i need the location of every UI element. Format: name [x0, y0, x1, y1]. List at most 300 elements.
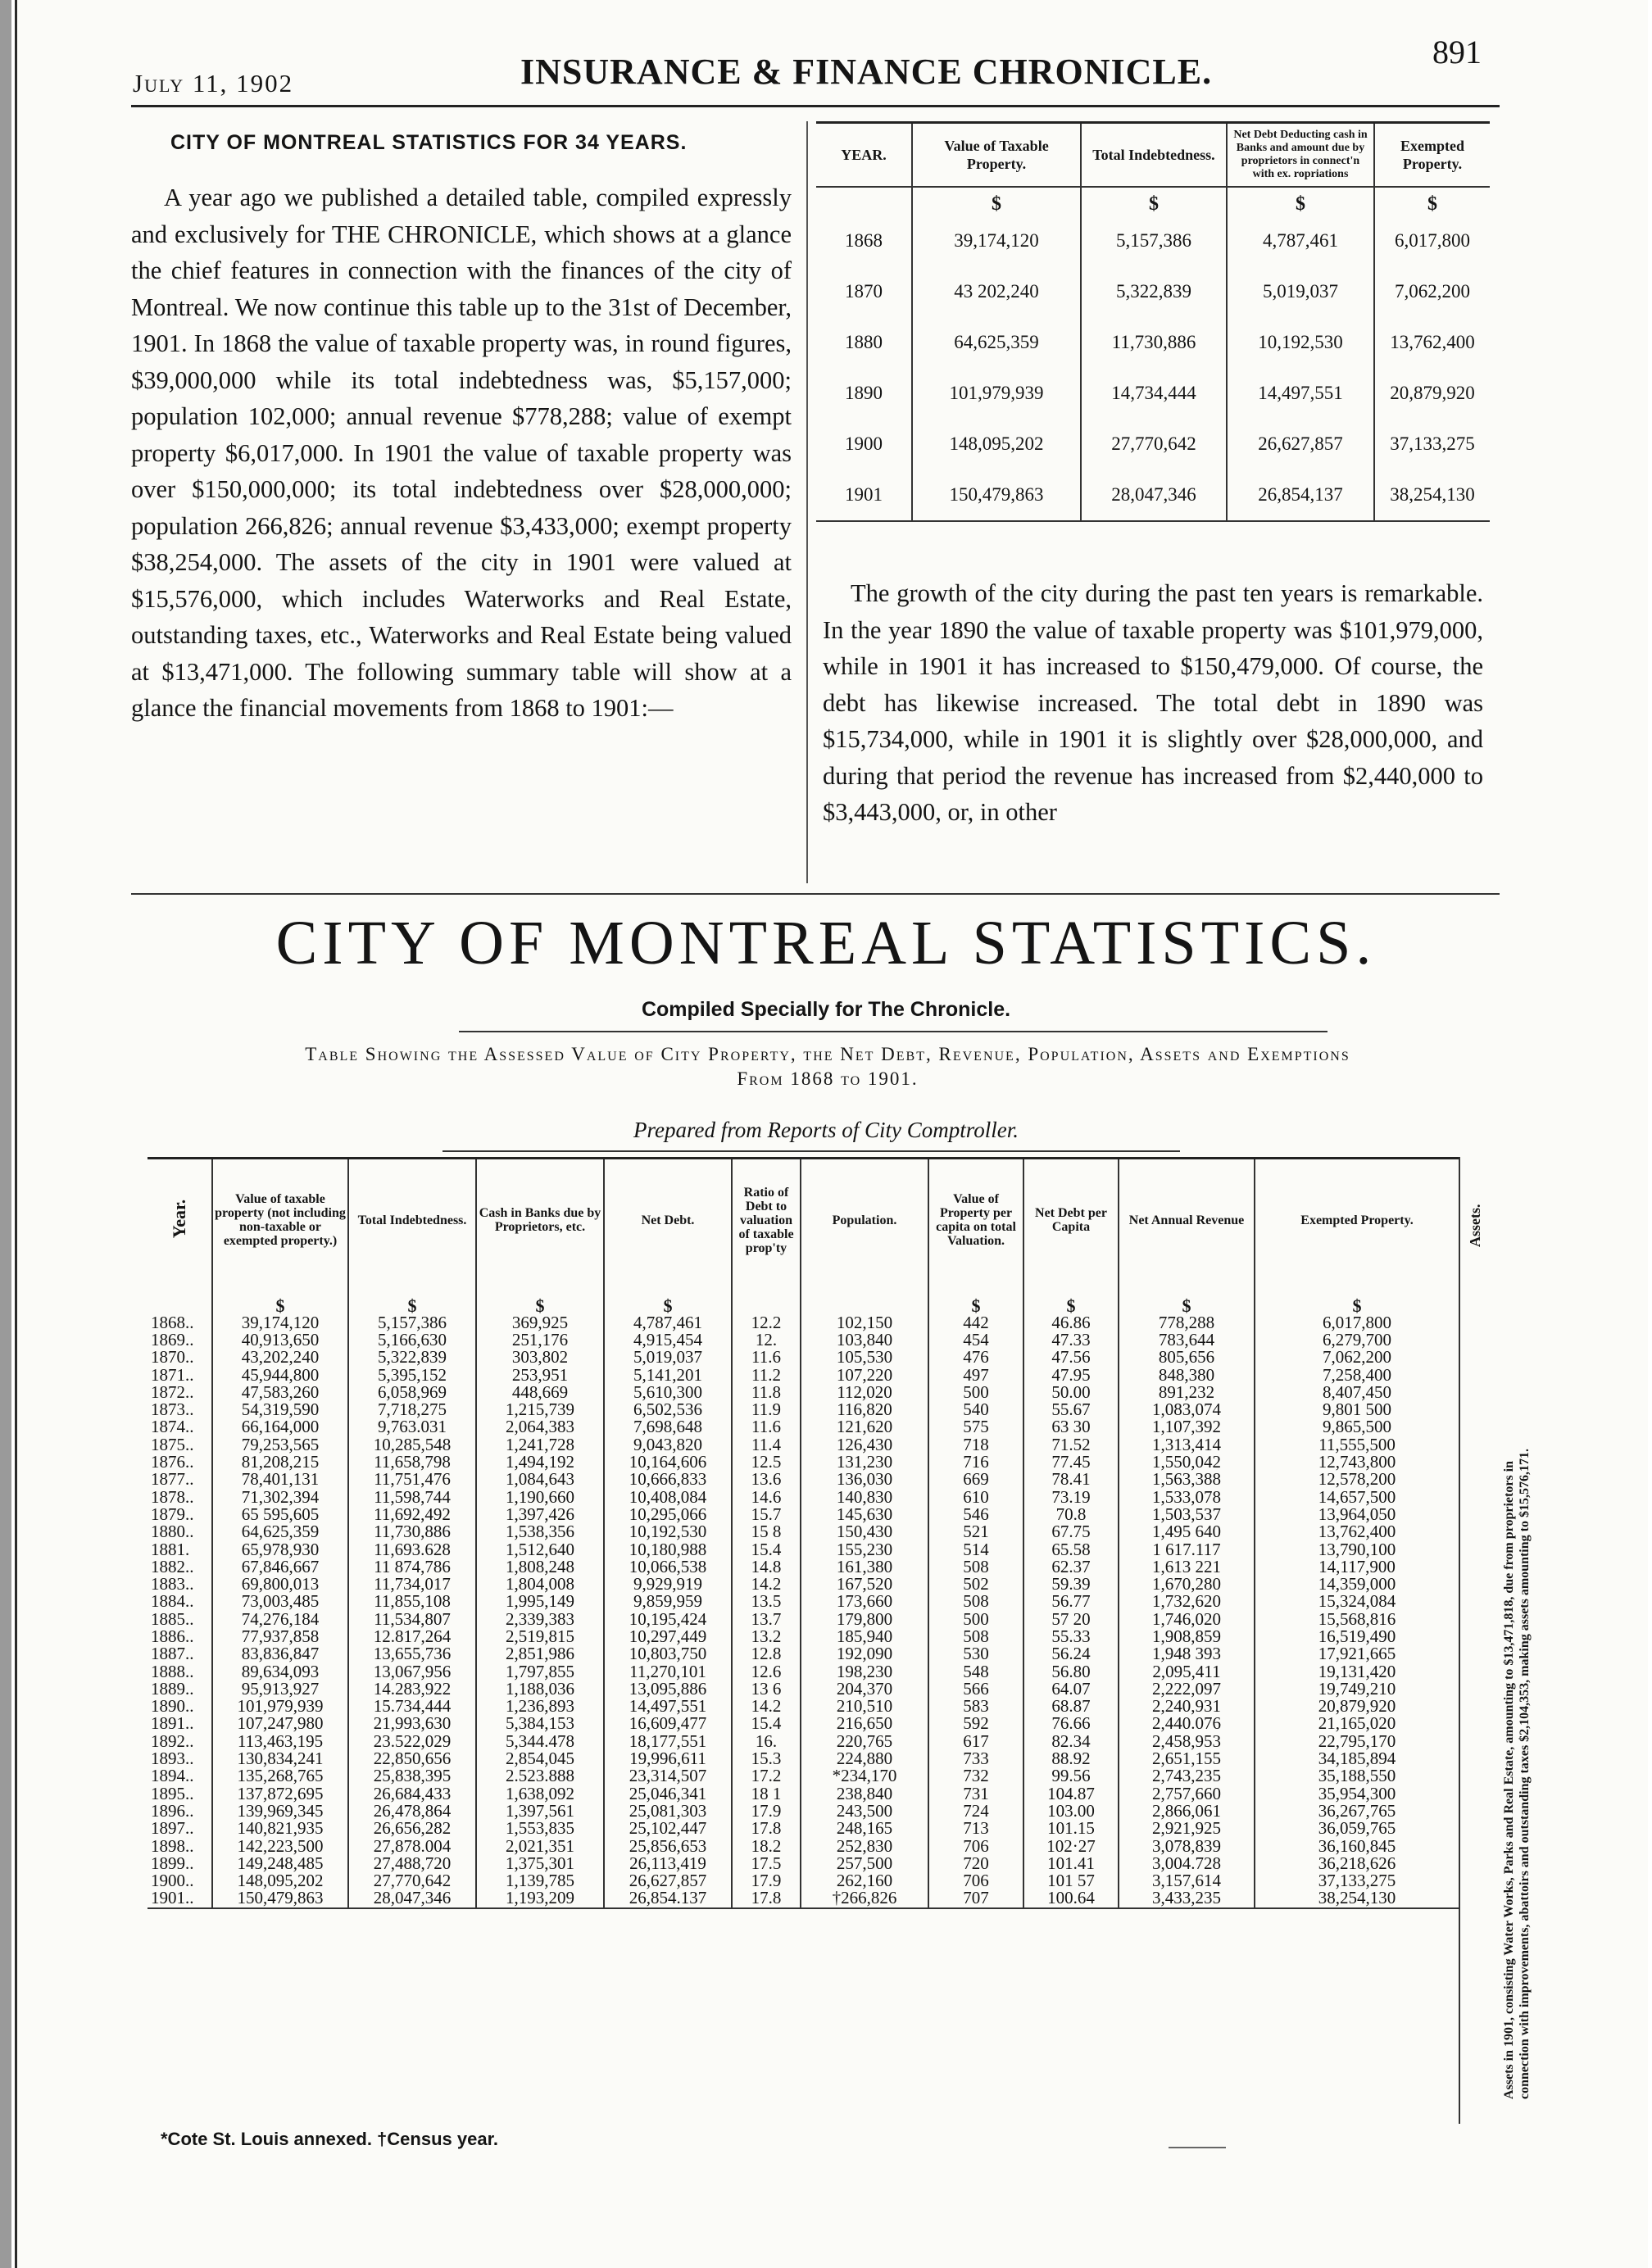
main-subtitle: Compiled Specially for The Chronicle. — [641, 998, 1011, 1021]
header-ratio: Ratio of Debt to valuation of taxable prop'ty — [732, 1159, 801, 1281]
cell-ratio: 12.5 — [732, 1454, 801, 1471]
cell-ndpc: 62.37 — [1023, 1558, 1119, 1576]
cell-value: 148,095,202 — [212, 1872, 348, 1889]
cell-pop: 220,765 — [801, 1733, 928, 1750]
cell-net: 5,019,037 — [604, 1349, 732, 1366]
cell-vpc: 508 — [928, 1558, 1023, 1576]
cell-net: 10,408,084 — [604, 1488, 732, 1505]
cell-net: 10,297,449 — [604, 1628, 732, 1645]
cell-year: 1886.. — [148, 1628, 212, 1645]
cell-rev: 1,107,392 — [1119, 1418, 1255, 1436]
cell-value: 74,276,184 — [212, 1611, 348, 1628]
cell-net: 26,854.137 — [604, 1889, 732, 1907]
dollar-sign: $ — [348, 1281, 476, 1314]
cell-rev: 1,732,620 — [1119, 1593, 1255, 1610]
table-row — [148, 1488, 1459, 1505]
cell-net: 10,666,833 — [604, 1471, 732, 1488]
cell-rev: 2,651,155 — [1119, 1750, 1255, 1767]
cell-ratio: 17.9 — [732, 1803, 801, 1820]
cell-total: 26,656,282 — [348, 1820, 476, 1837]
cell-ndpc: 55.33 — [1023, 1628, 1119, 1645]
summary-cell-value: 150,479,863 — [912, 469, 1081, 521]
cell-ratio: 14.6 — [732, 1488, 801, 1505]
cell-total: 11,658,798 — [348, 1454, 476, 1471]
cell-value: 40,913,650 — [212, 1331, 348, 1349]
cell-year: 1871.. — [148, 1366, 212, 1383]
cell-ratio: 13.2 — [732, 1628, 801, 1645]
cell-year: 1888.. — [148, 1662, 212, 1680]
cell-year: 1869.. — [148, 1331, 212, 1349]
cell-ratio: 16. — [732, 1733, 801, 1750]
cell-ndpc: 65.58 — [1023, 1540, 1119, 1558]
cell-ratio: 12. — [732, 1331, 801, 1349]
cell-rev: 3,433,235 — [1119, 1889, 1255, 1907]
cell-pop: 204,370 — [801, 1681, 928, 1698]
cell-value: 65 595,605 — [212, 1506, 348, 1523]
article-left-column — [131, 131, 792, 727]
cell-cash: 1,804,008 — [476, 1576, 604, 1593]
cell-cash: 2,064,383 — [476, 1418, 604, 1436]
cell-pop: 252,830 — [801, 1837, 928, 1854]
cell-pop: 102,150 — [801, 1314, 928, 1331]
cell-vpc: 454 — [928, 1331, 1023, 1349]
header-revenue: Net Annual Revenue — [1119, 1159, 1255, 1281]
cell-total: 22,850,656 — [348, 1750, 476, 1767]
dollar-sign: $ — [928, 1281, 1023, 1314]
cell-exempt: 35,188,550 — [1318, 1766, 1396, 1786]
cell-net: 9,043,820 — [604, 1436, 732, 1454]
cell-pop: 192,090 — [801, 1645, 928, 1662]
cell-rev: 2,866,061 — [1119, 1803, 1255, 1820]
main-dollar-row — [148, 1281, 1459, 1314]
summary-cell-value: 64,625,359 — [912, 317, 1081, 368]
cell-pop: 131,230 — [801, 1454, 928, 1471]
cell-cash: 2,854,045 — [476, 1750, 604, 1767]
cell-vpc: 500 — [928, 1384, 1023, 1401]
table-row — [148, 1593, 1459, 1610]
cell-net: 16,609,477 — [604, 1715, 732, 1732]
table-row — [148, 1331, 1459, 1349]
cell-exempt: 16,519,490 — [1318, 1626, 1396, 1646]
cell-pop: 105,530 — [801, 1349, 928, 1366]
cell-vpc: 706 — [928, 1872, 1023, 1889]
cell-ratio: 11.6 — [732, 1349, 801, 1366]
section-rule — [131, 893, 1500, 895]
cell-value: 71,302,394 — [212, 1488, 348, 1505]
cell-value: 149,248,485 — [212, 1855, 348, 1872]
cell-pop: 167,520 — [801, 1576, 928, 1593]
cell-ndpc: 101.15 — [1023, 1820, 1119, 1837]
cell-ratio: 18.2 — [732, 1837, 801, 1854]
cell-vpc: 720 — [928, 1855, 1023, 1872]
cell-net: 25,102,447 — [604, 1820, 732, 1837]
cell-vpc: 500 — [928, 1611, 1023, 1628]
cell-ratio: 12.2 — [732, 1314, 801, 1331]
cell-year: 1901.. — [148, 1889, 212, 1907]
summary-cell-net: 26,854,137 — [1227, 469, 1374, 521]
cell-cash: 1,139,785 — [476, 1872, 604, 1889]
cell-year: 1868.. — [148, 1314, 212, 1331]
header-year-label: Year. — [169, 1200, 190, 1239]
cell-net: 4,787,461 — [604, 1314, 732, 1331]
table-row — [148, 1349, 1459, 1366]
cell-year: 1877.. — [148, 1471, 212, 1488]
cell-exempt: 13,964,050 — [1318, 1504, 1396, 1524]
cell-cash: 1,494,192 — [476, 1454, 604, 1471]
cell-net: 10,195,424 — [604, 1611, 732, 1628]
cell-ndpc: 70.8 — [1023, 1506, 1119, 1523]
cell-cash: 1,190,660 — [476, 1488, 604, 1505]
cell-exempt: 15,568,816 — [1318, 1608, 1396, 1629]
cell-total: 21,993,630 — [348, 1715, 476, 1732]
cell-exempt: 36,059,765 — [1318, 1818, 1396, 1839]
cell-rev: 848,380 — [1119, 1366, 1255, 1383]
cell-pop: 198,230 — [801, 1662, 928, 1680]
cell-vpc: 583 — [928, 1698, 1023, 1715]
cell-ratio: 13.5 — [732, 1593, 801, 1610]
cell-ndpc: 73.19 — [1023, 1488, 1119, 1505]
cell-cash: 1,188,036 — [476, 1681, 604, 1698]
cell-exempt: 12,578,200 — [1318, 1469, 1396, 1490]
cell-rev: 1,746,020 — [1119, 1611, 1255, 1628]
cell-total: 13,067,956 — [348, 1662, 476, 1680]
article-title: CITY OF MONTREAL STATISTICS FOR 34 YEARS. — [170, 131, 688, 154]
cell-exempt: 14,359,000 — [1318, 1574, 1396, 1594]
cell-total: 11,534,807 — [348, 1611, 476, 1628]
table-row — [148, 1645, 1459, 1662]
cell-exempt: 13,790,100 — [1318, 1539, 1396, 1559]
cell-vpc: 731 — [928, 1785, 1023, 1803]
header-total: Total Indebtedness. — [348, 1159, 476, 1281]
summary-cell-exempted: 20,879,920 — [1390, 383, 1475, 403]
table-row — [148, 1401, 1459, 1418]
cell-ndpc: 46.86 — [1023, 1314, 1119, 1331]
dollar-sign: $ — [212, 1281, 348, 1314]
cell-exempt: 11,555,500 — [1318, 1434, 1396, 1454]
cell-vpc: 713 — [928, 1820, 1023, 1837]
cell-cash: 1,553,835 — [476, 1820, 604, 1837]
cell-ndpc: 56.80 — [1023, 1662, 1119, 1680]
cell-net: 25,081,303 — [604, 1803, 732, 1820]
cell-ratio: 17.5 — [732, 1855, 801, 1872]
table-row — [148, 1576, 1459, 1593]
cell-vpc: 575 — [928, 1418, 1023, 1436]
summary-dollar-row — [816, 187, 1490, 215]
cell-net: 4,915,454 — [604, 1331, 732, 1349]
cell-rev: 1,563,388 — [1119, 1471, 1255, 1488]
summary-row — [816, 266, 1490, 317]
cell-pop: 116,820 — [801, 1401, 928, 1418]
cell-vpc: 497 — [928, 1366, 1023, 1383]
cell-exempt: 36,267,765 — [1318, 1800, 1396, 1821]
summary-cell-total: 5,157,386 — [1081, 215, 1227, 266]
subtitle-rule — [459, 1031, 1328, 1032]
cell-net: 19,996,611 — [604, 1750, 732, 1767]
table-row — [148, 1611, 1459, 1628]
cell-rev: 1,948 393 — [1119, 1645, 1255, 1662]
table-row — [148, 1681, 1459, 1698]
summary-cell-exempted: 7,062,200 — [1395, 281, 1470, 302]
cell-value: 69,800,013 — [212, 1576, 348, 1593]
cell-value: 135,268,765 — [212, 1767, 348, 1785]
cell-exempt: 17,921,665 — [1318, 1644, 1396, 1664]
cell-cash: 1,397,426 — [476, 1506, 604, 1523]
cell-net: 10,803,750 — [604, 1645, 732, 1662]
cell-cash: 5,344.478 — [476, 1733, 604, 1750]
cell-cash: 448,669 — [476, 1384, 604, 1401]
column-divider — [806, 121, 808, 883]
cell-value: 54,319,590 — [212, 1401, 348, 1418]
cell-vpc: 566 — [928, 1681, 1023, 1698]
cell-ndpc: 88.92 — [1023, 1750, 1119, 1767]
cell-exempt: 7,258,400 — [1323, 1364, 1391, 1385]
dollar-sign: $ — [604, 1281, 732, 1314]
cell-net: 23,314,507 — [604, 1767, 732, 1785]
cell-cash: 1,084,643 — [476, 1471, 604, 1488]
cell-vpc: 733 — [928, 1750, 1023, 1767]
cell-cash: 1,236,893 — [476, 1698, 604, 1715]
cell-year: 1889.. — [148, 1681, 212, 1698]
cell-value: 77,937,858 — [212, 1628, 348, 1645]
cell-pop: 179,800 — [801, 1611, 928, 1628]
cell-vpc: 514 — [928, 1540, 1023, 1558]
cell-ratio: 15.4 — [732, 1540, 801, 1558]
cell-pop: 243,500 — [801, 1803, 928, 1820]
summary-cell-year: 1880 — [816, 317, 912, 368]
summary-cell-year: 1901 — [816, 469, 912, 521]
cell-ratio: 18 1 — [732, 1785, 801, 1803]
summary-cell-net: 10,192,530 — [1227, 317, 1374, 368]
cell-rev: 1,908,859 — [1119, 1628, 1255, 1645]
cell-total: 11 874,786 — [348, 1558, 476, 1576]
cell-value: 83,836,847 — [212, 1645, 348, 1662]
cell-ratio: 13.7 — [732, 1611, 801, 1628]
summary-cell-value: 39,174,120 — [912, 215, 1081, 266]
header-value-per-capita: Value of Property per capita on total Valuation. — [928, 1159, 1023, 1281]
cell-rev: 1,503,537 — [1119, 1506, 1255, 1523]
cell-ratio: 14.8 — [732, 1558, 801, 1576]
cell-net: 5,141,201 — [604, 1366, 732, 1383]
cell-value: 107,247,980 — [212, 1715, 348, 1732]
cell-exempt: 36,160,845 — [1318, 1835, 1396, 1856]
cell-total: 11,734,017 — [348, 1576, 476, 1593]
cell-rev: 805,656 — [1119, 1349, 1255, 1366]
summary-cell-value: 101,979,939 — [912, 368, 1081, 419]
cell-pop: 155,230 — [801, 1540, 928, 1558]
cell-exempt: 21,165,020 — [1318, 1713, 1396, 1734]
header-year — [148, 1159, 212, 1281]
cell-year: 1896.. — [148, 1803, 212, 1820]
cell-year: 1879.. — [148, 1506, 212, 1523]
cell-year: 1874.. — [148, 1418, 212, 1436]
table-row — [148, 1384, 1459, 1401]
cell-net: 9,859,959 — [604, 1593, 732, 1610]
cell-vpc: 716 — [928, 1454, 1023, 1471]
table-row — [148, 1366, 1459, 1383]
cell-total: 5,157,386 — [348, 1314, 476, 1331]
cell-net: 10,066,538 — [604, 1558, 732, 1576]
summary-table — [816, 121, 1490, 522]
table-row — [148, 1837, 1459, 1854]
cell-rev: 3,004.728 — [1119, 1855, 1255, 1872]
cell-ratio: 17.2 — [732, 1767, 801, 1785]
cell-cash: 1,397,561 — [476, 1803, 604, 1820]
cell-value: 150,479,863 — [212, 1889, 348, 1907]
cell-vpc: 707 — [928, 1889, 1023, 1907]
cell-cash: 1,538,356 — [476, 1523, 604, 1540]
cell-vpc: 508 — [928, 1593, 1023, 1610]
cell-ndpc: 64.07 — [1023, 1681, 1119, 1698]
cell-total: 26,478,864 — [348, 1803, 476, 1820]
cell-vpc: 521 — [928, 1523, 1023, 1540]
cell-ndpc: 56.24 — [1023, 1645, 1119, 1662]
cell-ratio: 15 8 — [732, 1523, 801, 1540]
table-row — [148, 1698, 1459, 1715]
prepared-note: Prepared from Reports of City Comptroller. — [633, 1118, 1019, 1142]
cell-ndpc: 82.34 — [1023, 1733, 1119, 1750]
cell-exempt: 22,795,170 — [1318, 1730, 1396, 1751]
cell-ndpc: 67.75 — [1023, 1523, 1119, 1540]
cell-ratio: 17.8 — [732, 1889, 801, 1907]
table-row — [148, 1506, 1459, 1523]
cell-ndpc: 59.39 — [1023, 1576, 1119, 1593]
cell-cash: 253,951 — [476, 1366, 604, 1383]
cell-exempt: 12,743,800 — [1318, 1452, 1396, 1472]
cell-cash: 1,808,248 — [476, 1558, 604, 1576]
cell-year: 1887.. — [148, 1645, 212, 1662]
cell-ratio: 15.4 — [732, 1715, 801, 1732]
table-row — [148, 1436, 1459, 1454]
table-row — [148, 1750, 1459, 1767]
dollar-sign: $ — [1081, 187, 1227, 215]
cell-exempt: 14,657,500 — [1318, 1486, 1396, 1507]
cell-net: 10,295,066 — [604, 1506, 732, 1523]
cell-cash: 2,851,986 — [476, 1645, 604, 1662]
cell-total: 5,166,630 — [348, 1331, 476, 1349]
cell-net: 14,497,551 — [604, 1698, 732, 1715]
cell-year: 1900.. — [148, 1872, 212, 1889]
dollar-sign: $ — [1352, 1295, 1362, 1316]
cell-vpc: 617 — [928, 1733, 1023, 1750]
cell-vpc: 610 — [928, 1488, 1023, 1505]
cell-pop: 262,160 — [801, 1872, 928, 1889]
cell-rev: 891,232 — [1119, 1384, 1255, 1401]
cell-pop: 140,830 — [801, 1488, 928, 1505]
cell-total: 5,322,839 — [348, 1349, 476, 1366]
cell-cash: 251,176 — [476, 1331, 604, 1349]
summary-cell-exempted: 37,133,275 — [1390, 433, 1475, 454]
summary-cell-net: 26,627,857 — [1227, 419, 1374, 469]
cell-ndpc: 47.33 — [1023, 1331, 1119, 1349]
summary-row — [816, 368, 1490, 419]
summary-row — [816, 469, 1490, 521]
table-row — [148, 1715, 1459, 1732]
cell-ndpc: 78.41 — [1023, 1471, 1119, 1488]
table-row — [148, 1628, 1459, 1645]
summary-cell-year: 1870 — [816, 266, 912, 317]
cell-value: 79,253,565 — [212, 1436, 348, 1454]
cell-cash: 2,519,815 — [476, 1628, 604, 1645]
cell-total: 10,285,548 — [348, 1436, 476, 1454]
cell-value: 78,401,131 — [212, 1471, 348, 1488]
header-net-debt-per-capita: Net Debt per Capita — [1023, 1159, 1119, 1281]
cell-ratio: 14.2 — [732, 1698, 801, 1715]
statistics-table — [148, 1157, 1459, 1909]
cell-value: 137,872,695 — [212, 1785, 348, 1803]
cell-total: 15.734,444 — [348, 1698, 476, 1715]
cell-value: 89,634,093 — [212, 1662, 348, 1680]
cell-vpc: 476 — [928, 1349, 1023, 1366]
cell-cash: 1,797,855 — [476, 1662, 604, 1680]
cell-rev: 2,222,097 — [1119, 1681, 1255, 1698]
cell-ndpc: 76.66 — [1023, 1715, 1119, 1732]
cell-value: 45,944,800 — [212, 1366, 348, 1383]
cell-ndpc: 56.77 — [1023, 1593, 1119, 1610]
cell-rev: 1,670,280 — [1119, 1576, 1255, 1593]
cell-net: 10,192,530 — [604, 1523, 732, 1540]
cell-vpc: 718 — [928, 1436, 1023, 1454]
summary-cell-net: 5,019,037 — [1227, 266, 1374, 317]
cell-net: 7,698,648 — [604, 1418, 732, 1436]
cell-total: 27,770,642 — [348, 1872, 476, 1889]
table-row — [148, 1803, 1459, 1820]
cell-vpc: 508 — [928, 1628, 1023, 1645]
cell-year: 1894.. — [148, 1767, 212, 1785]
cell-ndpc: 101.41 — [1023, 1855, 1119, 1872]
cell-pop: *234,170 — [801, 1767, 928, 1785]
cell-value: 113,463,195 — [212, 1733, 348, 1750]
cell-ratio: 17.9 — [732, 1872, 801, 1889]
cell-exempt: 19,749,210 — [1318, 1678, 1396, 1699]
cell-rev: 1 617.117 — [1119, 1540, 1255, 1558]
cell-ratio: 15.7 — [732, 1506, 801, 1523]
cell-ratio: 17.8 — [732, 1820, 801, 1837]
cell-ratio: 11.6 — [732, 1418, 801, 1436]
page-number: 891 — [1432, 34, 1482, 70]
cell-pop: 248,165 — [801, 1820, 928, 1837]
cell-rev: 1,550,042 — [1119, 1454, 1255, 1471]
cell-ndpc: 101 57 — [1023, 1872, 1119, 1889]
summary-cell-total: 14,734,444 — [1081, 368, 1227, 419]
cell-cash: 5,384,153 — [476, 1715, 604, 1732]
cell-pop: 121,620 — [801, 1418, 928, 1436]
cell-total: 13,655,736 — [348, 1645, 476, 1662]
header-net: Net Debt. — [604, 1159, 732, 1281]
cell-pop: 216,650 — [801, 1715, 928, 1732]
cell-cash: 1,241,728 — [476, 1436, 604, 1454]
cell-year: 1875.. — [148, 1436, 212, 1454]
dollar-sign: $ — [1023, 1281, 1119, 1314]
cell-ndpc: 47.56 — [1023, 1349, 1119, 1366]
footer-mark — [1169, 2147, 1226, 2148]
cell-ratio: 11.4 — [732, 1436, 801, 1454]
cell-net: 26,627,857 — [604, 1872, 732, 1889]
cell-value: 101,979,939 — [212, 1698, 348, 1715]
cell-total: 23.522,029 — [348, 1733, 476, 1750]
dollar-sign: $ — [476, 1281, 604, 1314]
summary-cell-value: 43 202,240 — [912, 266, 1081, 317]
cell-rev: 2,743,235 — [1119, 1767, 1255, 1785]
cell-cash: 2,021,351 — [476, 1837, 604, 1854]
publication-title: INSURANCE & FINANCE CHRONICLE. — [520, 52, 1213, 92]
dollar-sign: $ — [912, 187, 1081, 215]
cell-ratio: 11.2 — [732, 1366, 801, 1383]
cell-exempt: 13,762,400 — [1318, 1522, 1396, 1542]
cell-net: 5,610,300 — [604, 1384, 732, 1401]
cell-total: 5,395,152 — [348, 1366, 476, 1383]
cell-net: 10,180,988 — [604, 1540, 732, 1558]
header-rule — [131, 105, 1500, 107]
